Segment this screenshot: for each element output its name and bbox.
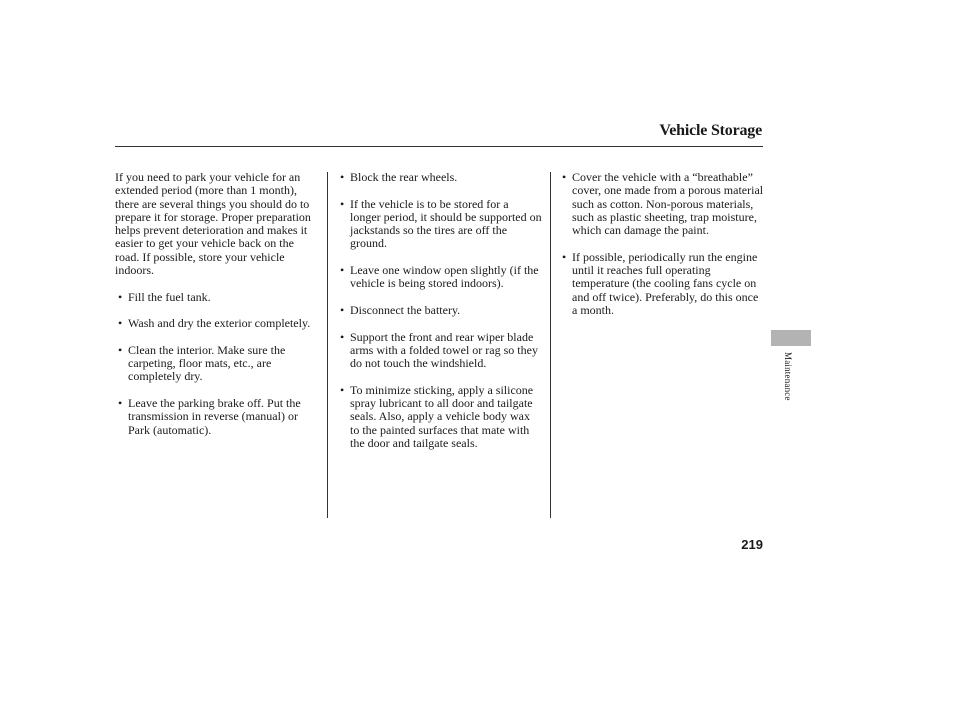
list-item-text: Block the rear wheels. — [350, 170, 458, 184]
column-divider — [550, 172, 551, 518]
bullet-icon: • — [118, 396, 123, 411]
bullet-icon: • — [340, 170, 345, 184]
list-item-text: Disconnect the battery. — [350, 302, 461, 317]
page-number: 219 — [741, 537, 763, 552]
list-item — [115, 397, 319, 437]
list-item-text: Support the front and rear wiper blade arms with a folded towel or rag so they do not touch the windshield. — [350, 329, 538, 371]
list-item-text: If the vehicle is to be stored for a longer period, it should be supported on jackstands so the tires are off the ground. — [350, 196, 542, 251]
page-title: Vehicle Storage — [659, 122, 762, 139]
list-item-text: If possible, periodically run the engine until it reaches full operating temperature (the cooling fans cycle on and off twice). Preferably, do this once a month. — [572, 249, 759, 317]
bullet-icon: • — [340, 263, 345, 278]
list-item — [562, 251, 764, 317]
intro-paragraph: If you need to park your vehicle for an extended period (more than 1 month), there are several things you should do to prepare it for storage. Proper preparation helps prevent deterioration and makes it easier to get your vehicle back on the road. If possible, store your vehicle indoors. — [115, 170, 311, 278]
list-item-text: Cover the vehicle with a “breathable” cover, one made from a porous material such as cotton. Non-porous materials, such as plastic sheeting, trap moisture, which can damage the paint. — [572, 170, 764, 238]
bullet-icon: • — [340, 382, 345, 397]
list-item — [115, 317, 319, 330]
list-item-text: Clean the interior. Make sure the carpeting, floor mats, etc., are completely dry. — [128, 342, 286, 384]
list-item — [115, 291, 319, 304]
bullet-icon: • — [118, 316, 123, 331]
column-divider — [327, 172, 328, 518]
title-rule — [115, 146, 763, 147]
section-label: Maintenance — [783, 352, 793, 401]
list-item — [340, 304, 542, 317]
list-item-text: Leave one window open slightly (if the vehicle is being stored indoors). — [350, 263, 539, 291]
list-item-text: Wash and dry the exterior completely. — [128, 316, 311, 331]
list-item-text: Leave the parking brake off. Put the transmission in reverse (manual) or Park (automatic). — [128, 396, 301, 437]
bullet-icon: • — [340, 302, 345, 317]
list-item — [115, 344, 319, 384]
list-item — [340, 198, 542, 251]
column-3 — [562, 171, 764, 331]
list-item — [340, 331, 542, 371]
list-item — [340, 384, 542, 450]
list-item-text: Fill the fuel tank. — [128, 289, 211, 304]
bullet-icon: • — [118, 342, 123, 357]
bullet-icon: • — [562, 249, 567, 264]
bullet-icon: • — [562, 170, 567, 184]
list-item-text: To minimize sticking, apply a silicone spray lubricant to all door and tailgate seals. Also, apply a vehicle body wax to the painted surfaces that mate with the door and tailgate seals. — [350, 382, 534, 450]
bullet-icon: • — [118, 289, 123, 304]
column-1 — [115, 171, 319, 450]
bullet-icon: • — [340, 196, 345, 211]
bullet-icon: • — [340, 329, 345, 344]
column-2 — [340, 171, 542, 464]
section-tab — [771, 330, 811, 346]
list-item — [340, 264, 542, 291]
list-item — [562, 171, 764, 237]
list-item — [340, 171, 542, 184]
